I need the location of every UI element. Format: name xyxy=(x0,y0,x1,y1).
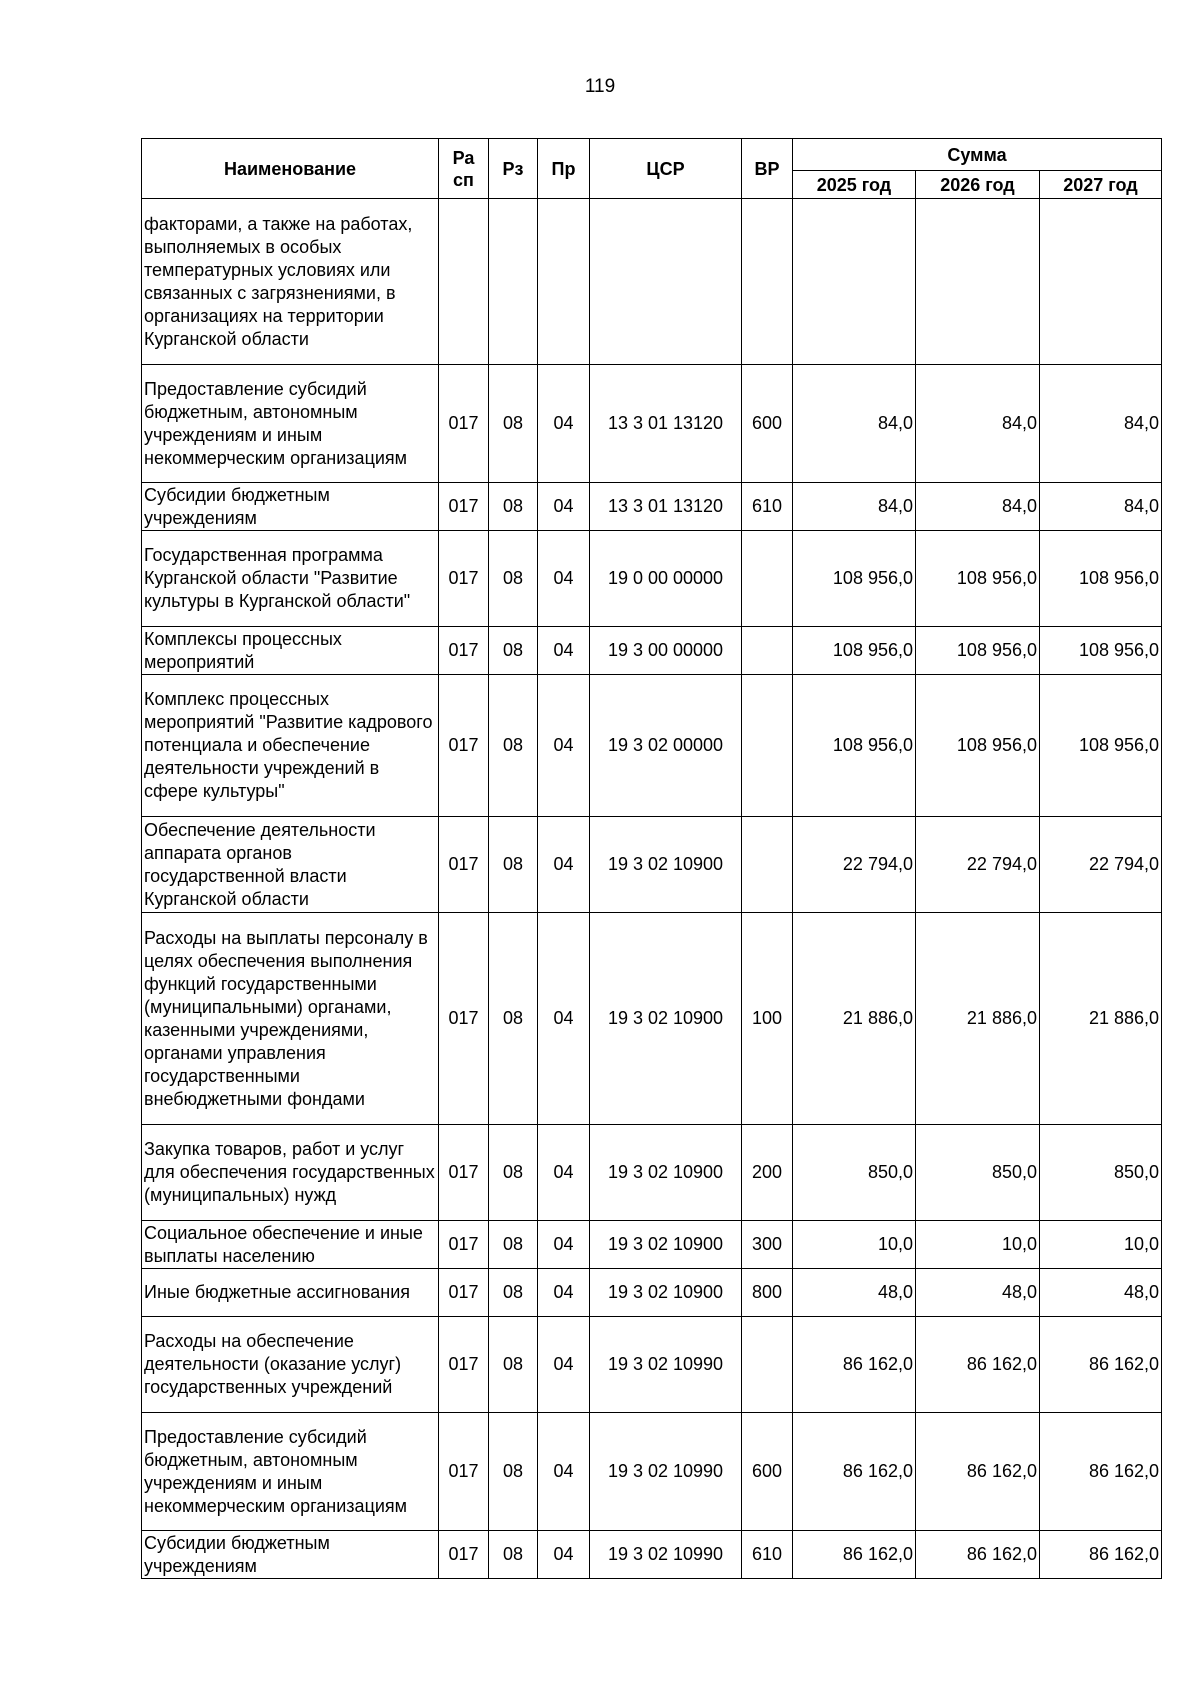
cell-rz: 08 xyxy=(489,817,538,913)
cell-pr: 04 xyxy=(538,1221,590,1269)
cell-sum-2025: 108 956,0 xyxy=(793,675,916,817)
cell-name: Обеспечение деятельности аппарата органов государственной власти Курганской области xyxy=(142,817,439,913)
cell-name: Субсидии бюджетным учреждениям xyxy=(142,1531,439,1579)
cell-sum-2026: 86 162,0 xyxy=(916,1531,1040,1579)
table-row xyxy=(142,913,1162,1125)
table-row xyxy=(142,1221,1162,1269)
header-rasp xyxy=(439,139,489,199)
cell-csr: 19 0 00 00000 xyxy=(590,531,742,627)
cell-sum-2026: 86 162,0 xyxy=(916,1413,1040,1531)
header-rasp-line2: сп xyxy=(453,169,474,190)
cell-rz: 08 xyxy=(489,1413,538,1531)
cell-pr: 04 xyxy=(538,483,590,531)
header-2027: 2027 год xyxy=(1040,171,1162,199)
cell-rz: 08 xyxy=(489,365,538,483)
cell-sum-2027: 84,0 xyxy=(1040,483,1162,531)
cell-name: Государственная программа Курганской области "Развитие культуры в Курганской области" xyxy=(142,531,439,627)
cell-sum-2026 xyxy=(916,199,1040,365)
cell-rasp: 017 xyxy=(439,1269,489,1317)
table-header xyxy=(142,139,1162,199)
cell-sum-2026: 86 162,0 xyxy=(916,1317,1040,1413)
cell-sum-2026: 84,0 xyxy=(916,483,1040,531)
header-sum: Сумма xyxy=(793,139,1162,171)
cell-rz: 08 xyxy=(489,1221,538,1269)
table-row xyxy=(142,627,1162,675)
cell-csr: 19 3 02 10990 xyxy=(590,1413,742,1531)
cell-vr: 300 xyxy=(742,1221,793,1269)
cell-vr xyxy=(742,817,793,913)
cell-vr: 610 xyxy=(742,1531,793,1579)
cell-sum-2027: 850,0 xyxy=(1040,1125,1162,1221)
cell-name: Расходы на выплаты персоналу в целях обеспечения выполнения функций государственными (муниципальными) органами, казенными учреждениями, органами управления государственными внебюджетными фондами xyxy=(142,913,439,1125)
cell-sum-2025: 10,0 xyxy=(793,1221,916,1269)
cell-rz: 08 xyxy=(489,627,538,675)
cell-pr: 04 xyxy=(538,1125,590,1221)
cell-sum-2027: 86 162,0 xyxy=(1040,1531,1162,1579)
cell-vr: 600 xyxy=(742,365,793,483)
cell-sum-2027: 86 162,0 xyxy=(1040,1317,1162,1413)
cell-name: Субсидии бюджетным учреждениям xyxy=(142,483,439,531)
cell-rz: 08 xyxy=(489,483,538,531)
cell-rz: 08 xyxy=(489,1531,538,1579)
header-vr: ВР xyxy=(742,139,793,199)
cell-rasp: 017 xyxy=(439,1413,489,1531)
page-number: 119 xyxy=(584,76,616,97)
cell-name: Расходы на обеспечение деятельности (оказание услуг) государственных учреждений xyxy=(142,1317,439,1413)
cell-rz: 08 xyxy=(489,531,538,627)
header-csr: ЦСР xyxy=(590,139,742,199)
cell-sum-2026: 48,0 xyxy=(916,1269,1040,1317)
cell-sum-2027 xyxy=(1040,199,1162,365)
cell-name: Иные бюджетные ассигнования xyxy=(142,1269,439,1317)
cell-pr: 04 xyxy=(538,1413,590,1531)
header-pr: Пр xyxy=(538,139,590,199)
cell-sum-2026: 10,0 xyxy=(916,1221,1040,1269)
header-rz: Рз xyxy=(489,139,538,199)
cell-sum-2027: 84,0 xyxy=(1040,365,1162,483)
cell-rasp: 017 xyxy=(439,483,489,531)
cell-sum-2027: 108 956,0 xyxy=(1040,675,1162,817)
header-2026: 2026 год xyxy=(916,171,1040,199)
cell-sum-2027: 108 956,0 xyxy=(1040,627,1162,675)
cell-sum-2026: 108 956,0 xyxy=(916,675,1040,817)
cell-sum-2025: 22 794,0 xyxy=(793,817,916,913)
cell-vr: 100 xyxy=(742,913,793,1125)
cell-sum-2025: 850,0 xyxy=(793,1125,916,1221)
cell-rasp: 017 xyxy=(439,1531,489,1579)
cell-csr: 19 3 02 10900 xyxy=(590,913,742,1125)
cell-sum-2025: 21 886,0 xyxy=(793,913,916,1125)
cell-sum-2025: 84,0 xyxy=(793,483,916,531)
cell-rz: 08 xyxy=(489,1125,538,1221)
cell-sum-2027: 22 794,0 xyxy=(1040,817,1162,913)
cell-sum-2026: 21 886,0 xyxy=(916,913,1040,1125)
cell-csr xyxy=(590,199,742,365)
cell-rasp: 017 xyxy=(439,1317,489,1413)
cell-csr: 13 3 01 13120 xyxy=(590,365,742,483)
cell-sum-2027: 48,0 xyxy=(1040,1269,1162,1317)
header-name: Наименование xyxy=(142,139,439,199)
cell-sum-2027: 21 886,0 xyxy=(1040,913,1162,1125)
cell-sum-2026: 84,0 xyxy=(916,365,1040,483)
cell-pr: 04 xyxy=(538,675,590,817)
table-row xyxy=(142,675,1162,817)
cell-sum-2027: 86 162,0 xyxy=(1040,1413,1162,1531)
cell-pr: 04 xyxy=(538,627,590,675)
cell-sum-2026: 22 794,0 xyxy=(916,817,1040,913)
cell-rz: 08 xyxy=(489,913,538,1125)
cell-pr: 04 xyxy=(538,817,590,913)
table-row xyxy=(142,1317,1162,1413)
cell-csr: 19 3 02 10990 xyxy=(590,1317,742,1413)
cell-sum-2025: 48,0 xyxy=(793,1269,916,1317)
table-row xyxy=(142,1269,1162,1317)
cell-vr: 200 xyxy=(742,1125,793,1221)
cell-csr: 19 3 02 10900 xyxy=(590,817,742,913)
cell-pr: 04 xyxy=(538,1317,590,1413)
cell-rz xyxy=(489,199,538,365)
cell-name: факторами, а также на работах, выполняемых в особых температурных условиях или связанных с загрязнениями, в организациях на территории Курганской области xyxy=(142,199,439,365)
table-row xyxy=(142,817,1162,913)
cell-pr: 04 xyxy=(538,531,590,627)
table-row xyxy=(142,365,1162,483)
cell-csr: 19 3 02 10900 xyxy=(590,1221,742,1269)
table-row xyxy=(142,1531,1162,1579)
cell-pr: 04 xyxy=(538,365,590,483)
cell-name: Комплекс процессных мероприятий "Развитие кадрового потенциала и обеспечение деятельности учреждений в сфере культуры" xyxy=(142,675,439,817)
cell-rasp: 017 xyxy=(439,675,489,817)
table-row xyxy=(142,1125,1162,1221)
cell-sum-2025: 108 956,0 xyxy=(793,531,916,627)
budget-table xyxy=(141,138,1162,1579)
cell-vr xyxy=(742,675,793,817)
table-row xyxy=(142,199,1162,365)
cell-pr: 04 xyxy=(538,913,590,1125)
cell-sum-2025 xyxy=(793,199,916,365)
cell-vr xyxy=(742,627,793,675)
cell-vr xyxy=(742,1317,793,1413)
cell-rasp: 017 xyxy=(439,1221,489,1269)
cell-name: Предоставление субсидий бюджетным, автономным учреждениям и иным некоммерческим организациям xyxy=(142,1413,439,1531)
cell-pr xyxy=(538,199,590,365)
table-row xyxy=(142,1413,1162,1531)
cell-rasp: 017 xyxy=(439,531,489,627)
cell-pr: 04 xyxy=(538,1269,590,1317)
cell-name: Закупка товаров, работ и услуг для обеспечения государственных (муниципальных) нужд xyxy=(142,1125,439,1221)
cell-rasp: 017 xyxy=(439,365,489,483)
cell-pr: 04 xyxy=(538,1531,590,1579)
cell-vr xyxy=(742,531,793,627)
cell-csr: 19 3 00 00000 xyxy=(590,627,742,675)
cell-rasp: 017 xyxy=(439,913,489,1125)
cell-sum-2026: 850,0 xyxy=(916,1125,1040,1221)
cell-rz: 08 xyxy=(489,1269,538,1317)
table-row xyxy=(142,483,1162,531)
header-2025: 2025 год xyxy=(793,171,916,199)
cell-rasp: 017 xyxy=(439,817,489,913)
table-row xyxy=(142,531,1162,627)
cell-rz: 08 xyxy=(489,1317,538,1413)
cell-vr: 610 xyxy=(742,483,793,531)
cell-csr: 19 3 02 10900 xyxy=(590,1125,742,1221)
cell-name: Предоставление субсидий бюджетным, автономным учреждениям и иным некоммерческим организациям xyxy=(142,365,439,483)
cell-csr: 13 3 01 13120 xyxy=(590,483,742,531)
cell-rasp xyxy=(439,199,489,365)
cell-name: Комплексы процессных мероприятий xyxy=(142,627,439,675)
cell-sum-2027: 108 956,0 xyxy=(1040,531,1162,627)
cell-csr: 19 3 02 00000 xyxy=(590,675,742,817)
cell-csr: 19 3 02 10900 xyxy=(590,1269,742,1317)
cell-rz: 08 xyxy=(489,675,538,817)
header-rasp-line1: Ра xyxy=(452,147,475,168)
cell-sum-2025: 108 956,0 xyxy=(793,627,916,675)
cell-vr: 800 xyxy=(742,1269,793,1317)
table-body xyxy=(142,199,1162,1579)
cell-rasp: 017 xyxy=(439,627,489,675)
cell-rasp: 017 xyxy=(439,1125,489,1221)
cell-sum-2025: 86 162,0 xyxy=(793,1413,916,1531)
cell-sum-2026: 108 956,0 xyxy=(916,531,1040,627)
cell-sum-2025: 86 162,0 xyxy=(793,1317,916,1413)
cell-sum-2025: 86 162,0 xyxy=(793,1531,916,1579)
cell-csr: 19 3 02 10990 xyxy=(590,1531,742,1579)
cell-sum-2026: 108 956,0 xyxy=(916,627,1040,675)
cell-vr xyxy=(742,199,793,365)
cell-sum-2025: 84,0 xyxy=(793,365,916,483)
cell-sum-2027: 10,0 xyxy=(1040,1221,1162,1269)
cell-name: Социальное обеспечение и иные выплаты населению xyxy=(142,1221,439,1269)
cell-vr: 600 xyxy=(742,1413,793,1531)
